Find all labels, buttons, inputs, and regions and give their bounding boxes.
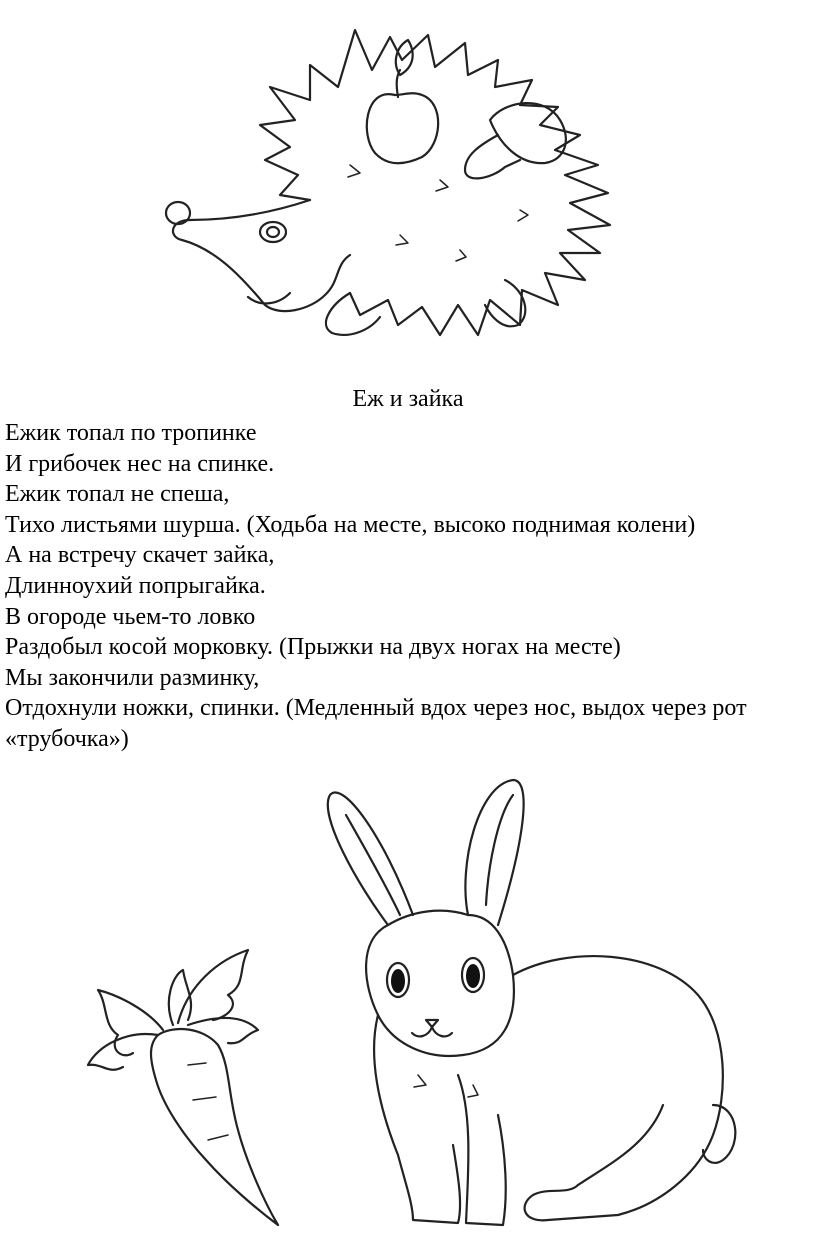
poem-text (5, 418, 816, 755)
poem-line: Раздобыл косой морковку. (Прыжки на двух ногах на месте) (5, 634, 621, 661)
poem-line: Отдохнули ножки, спинки. (Медленный вдох через нос, выдох через рот «трубочка») (5, 695, 747, 752)
poem-title: Еж и зайка (352, 386, 464, 412)
poem-line: И грибочек нес на спинке. (5, 450, 275, 477)
carrot-illustration (78, 935, 298, 1230)
poem-line: В огороде чьем-то ловко (5, 603, 256, 630)
poem-line: Ежик топал по тропинке (5, 420, 257, 446)
poem-line: А на встречу скачет зайка, (5, 542, 275, 569)
poem-line: Ежик топал не спеша, (5, 481, 230, 508)
poem-line: Мы закончили разминку, (5, 664, 260, 691)
poem-line: Длинноухий попрыгайка. (5, 572, 266, 599)
hedgehog-illustration (160, 25, 660, 355)
poem-line: Тихо листьями шурша. (Ходьба на месте, высоко поднимая колени) (5, 511, 696, 538)
rabbit-illustration (318, 775, 748, 1240)
